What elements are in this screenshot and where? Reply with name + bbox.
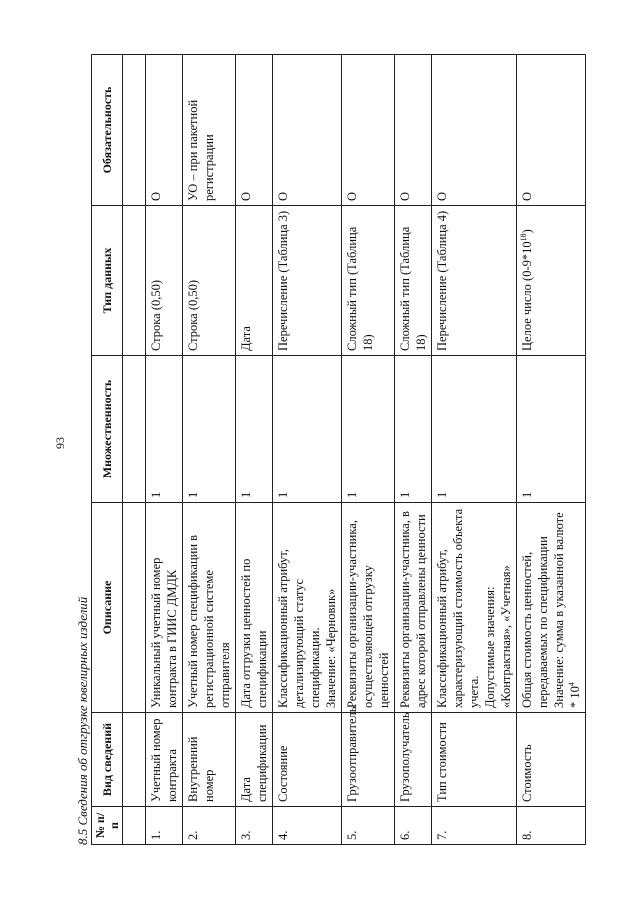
band-cell — [123, 206, 146, 356]
row-kind: Дата спецификации — [236, 713, 273, 807]
table-row — [342, 55, 395, 845]
data-type-text: Целое число (0-9*10 — [520, 241, 534, 351]
band-cell — [123, 356, 146, 503]
row-data-type — [517, 206, 586, 356]
row-data-type: Сложный тип (Таблица 18) — [342, 206, 395, 356]
row-kind: Состояние — [273, 713, 342, 807]
column-header-data-type: Тип данных — [92, 206, 123, 356]
row-obligation: О — [395, 55, 432, 206]
exponent: 18 — [518, 233, 528, 242]
row-kind: Тип стоимости — [432, 713, 517, 807]
table-band-row — [123, 55, 146, 845]
band-cell — [123, 55, 146, 206]
table-row — [236, 55, 273, 845]
row-multiplicity: 1 — [273, 356, 342, 503]
row-description: Классификационный атрибут, характеризующий стоимость объекта учета. Допустимые значения: «Контрактная», «Учетная» — [432, 503, 517, 713]
row-kind: Грузоотправитель — [342, 713, 395, 807]
description-text: Общая стоимость ценностей, передаваемых по спецификации Значение: сумма в указанной валюте * 10 — [520, 512, 582, 708]
row-number: 4. — [273, 807, 342, 845]
page-number: 93 — [53, 437, 67, 449]
row-obligation: О — [432, 55, 517, 206]
row-multiplicity: 1 — [183, 356, 236, 503]
row-number: 8. — [517, 807, 586, 845]
row-data-type: Строка (0,50) — [146, 206, 183, 356]
column-header-number: № п/п — [92, 807, 123, 845]
row-multiplicity: 1 — [432, 356, 517, 503]
table-header-row — [92, 55, 123, 845]
row-obligation: О — [517, 55, 586, 206]
column-header-multiplicity: Множественность — [92, 356, 123, 503]
row-data-type: Сложный тип (Таблица 18) — [395, 206, 432, 356]
row-obligation: О — [146, 55, 183, 206]
row-description: Учетный номер спецификации в регистрационной системе отправителя — [183, 503, 236, 713]
row-description: Классификационный атрибут, детализирующий статус спецификации. Значение: «Черновик» — [273, 503, 342, 713]
row-number: 7. — [432, 807, 517, 845]
table-row — [146, 55, 183, 845]
table-row — [273, 55, 342, 845]
band-cell — [123, 503, 146, 713]
row-description — [517, 503, 586, 713]
row-kind: Грузополучатель — [395, 713, 432, 807]
row-multiplicity: 1 — [342, 356, 395, 503]
row-description: Реквизиты организации-участника, осуществляющей отгрузку ценностей — [342, 503, 395, 713]
row-multiplicity: 1 — [517, 356, 586, 503]
band-cell — [123, 807, 146, 845]
data-type-close: ) — [520, 229, 534, 234]
exponent: 4 — [566, 682, 576, 687]
row-multiplicity: 1 — [146, 356, 183, 503]
band-cell — [123, 713, 146, 807]
row-number: 6. — [395, 807, 432, 845]
row-number: 3. — [236, 807, 273, 845]
row-kind: Учетный номер контракта — [146, 713, 183, 807]
row-kind: Внутренний номер — [183, 713, 236, 807]
row-obligation: О — [273, 55, 342, 206]
rotated-page-content — [75, 55, 580, 845]
row-description: Реквизиты организации-участника, в адрес которой отправлены ценности — [395, 503, 432, 713]
data-table — [91, 54, 586, 845]
column-header-description: Описание — [92, 503, 123, 713]
row-obligation: О — [342, 55, 395, 206]
table-row — [395, 55, 432, 845]
row-multiplicity: 1 — [236, 356, 273, 503]
row-data-type: Перечисление (Таблица 4) — [432, 206, 517, 356]
column-header-obligation: Обязательность — [92, 55, 123, 206]
row-data-type: Дата — [236, 206, 273, 356]
row-obligation: УО – при пакетной регистрации — [183, 55, 236, 206]
column-header-kind: Вид сведений — [92, 713, 123, 807]
table-row — [517, 55, 586, 845]
row-data-type: Строка (0,50) — [183, 206, 236, 356]
row-number: 5. — [342, 807, 395, 845]
row-kind: Стоимость — [517, 713, 586, 807]
table-row — [183, 55, 236, 845]
row-number: 1. — [146, 807, 183, 845]
section-title: 8.5 Сведения об отгрузке ювелирных изделий — [75, 596, 90, 845]
row-description: Уникальный учетный номер контракта в ГИИС ДМДК — [146, 503, 183, 713]
row-description: Дата отгрузки ценностей по спецификации — [236, 503, 273, 713]
row-data-type: Перечисление (Таблица 3) — [273, 206, 342, 356]
row-multiplicity: 1 — [395, 356, 432, 503]
table-row — [432, 55, 517, 845]
row-number: 2. — [183, 807, 236, 845]
row-obligation: О — [236, 55, 273, 206]
